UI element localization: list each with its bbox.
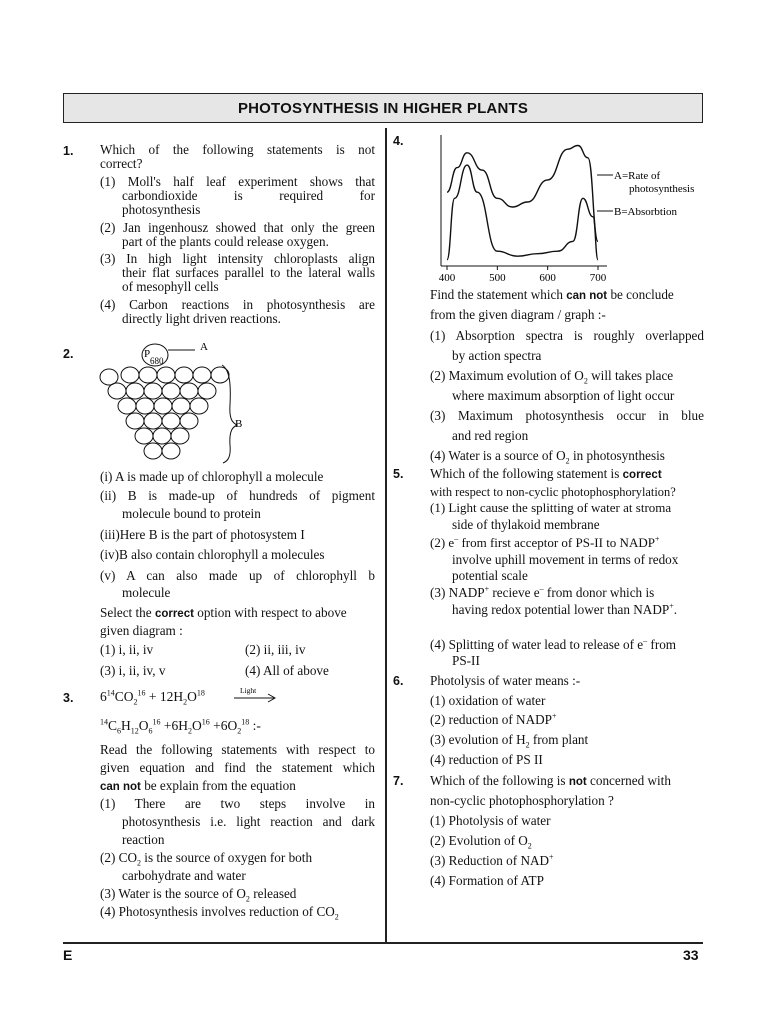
x-tick-label: 500 (489, 272, 506, 284)
q7-option-4: (4) Formation of ATP (430, 873, 544, 888)
q4-option-4: (4) Water is a source of $O_2$ in photosynthesis (430, 448, 665, 466)
footer-edition: E (63, 947, 73, 963)
x-tick-label: 400 (438, 272, 456, 284)
q2-statement-5-cont: molecule (122, 585, 171, 600)
page-title: PHOTOSYNTHESIS IN HIGHER PLANTS (237, 99, 529, 117)
q6-option-1: (1) oxidation of water (430, 693, 546, 708)
q4-option-2-cont: where maximum absorption of light occur (452, 388, 675, 403)
q5-option-1-cont: side of thylakoid membrane (452, 517, 600, 532)
q7-stem: Which of the following is not concerned with (430, 773, 671, 788)
q5-stem-cont: with respect to non-cyclic photophosphorylation? (430, 485, 676, 499)
q6-number: 6. (393, 674, 404, 688)
q7-stem-cont: non-cyclic photophosphorylation ? (430, 793, 614, 808)
q1-option-1-cont: carbondioxide is required for (122, 188, 375, 203)
q2-option-4: (4) All of above (245, 663, 329, 678)
footer-rule (63, 942, 703, 944)
q3-option-2-cont: carbohydrate and water (122, 868, 246, 883)
q2-option-1: (1) i, ii, iv (100, 642, 154, 657)
q2-select-instruction: Select the correct option with respect to above (100, 605, 347, 620)
spectra-chart (425, 135, 710, 285)
q5-option-2-cont: involve uphill movement in terms of redox (452, 552, 679, 567)
q1-number: 1. (63, 144, 74, 158)
q2-option-3: (3) i, ii, iv, v (100, 663, 166, 678)
q1-option-3-cont2: of mesophyll cells (122, 279, 219, 294)
q5-option-3: (3) NADP+ recieve e– from donor which is (430, 584, 655, 600)
legend-a-line1: A=Rate of (614, 170, 661, 182)
q3-read: Read the following statements with respect to (100, 742, 375, 757)
q6-stem: Photolysis of water means :- (430, 673, 581, 688)
q1-option-3-cont: their flat surfaces parallel to the lateral walls (122, 265, 375, 280)
q2-statement-5: (v) A can also made up of chlorophyll b (100, 568, 375, 583)
q4-option-3-cont: and red region (452, 428, 529, 443)
q7-number: 7. (393, 774, 404, 788)
q4-option-1: (1) Absorption spectra is roughly overlapped (430, 328, 704, 343)
q1-option-1-cont2: photosynthesis (122, 202, 201, 217)
q1-option-3: (3) In high light intensity chloroplasts align (100, 251, 375, 266)
q3-number: 3. (63, 691, 74, 705)
q7-option-1: (1) Photolysis of water (430, 813, 551, 828)
q5-option-4: (4) Splitting of water lead to release of e– from (430, 636, 677, 652)
q1-option-1: (1) Moll's half leaf experiment shows that (100, 174, 375, 189)
q3-read-cont: given equation and find the statement which (100, 760, 375, 775)
q2-statement-2: (ii) B is made-up of hundreds of pigment (100, 488, 375, 503)
q3-option-3: (3) Water is the source of $O_2$ released (100, 886, 297, 904)
p680-subscript: 680 (150, 356, 164, 366)
q2-statement-2-cont: molecule bound to protein (122, 506, 261, 521)
q2-number: 2. (63, 347, 74, 361)
q2-statement-3: (iii)Here B is the part of photosystem I (100, 527, 305, 542)
q2-statement-1: (i) A is made up of chlorophyll a molecule (100, 469, 324, 484)
q1-option-4-cont: directly light driven reactions. (122, 311, 281, 326)
q3-option-1: (1) There are two steps involve in (100, 796, 375, 811)
q4-option-3: (3) Maximum photosynthesis occur in blue (430, 408, 704, 423)
q4-find: Find the statement which can not be conclude (430, 287, 674, 302)
legend-a-line2: photosynthesis (629, 183, 695, 195)
q4-option-1-cont: by action spectra (452, 348, 542, 363)
legend-b: B=Absorbtion (614, 206, 678, 218)
q1-stem-cont: correct? (100, 156, 143, 171)
q6-option-2: (2) reduction of NADP+ (430, 711, 557, 727)
q5-option-4-cont: PS-II (452, 653, 480, 668)
light-label: Light (240, 686, 257, 695)
q3-equation-reactants: $6^{14}CO_2^{16} + 12H_2O^{18}$ (100, 688, 205, 707)
label-a: A (200, 341, 208, 353)
q2-statement-4: (iv)B also contain chlorophyll a molecules (100, 547, 325, 562)
p-label: P (144, 348, 151, 360)
q2-option-2: (2) ii, iii, iv (245, 642, 306, 657)
q3-equation-products: $^{14}C_6H_{12}O_6^{16} +6H_2O^{16} +6O_2^{18}$ :- (100, 717, 261, 736)
q4-option-2: (2) Maximum evolution of $O_2$ will takes place (430, 368, 674, 386)
q3-option-1-cont: photosynthesis i.e. light reaction and dark (122, 814, 375, 829)
q3-option-2: (2) $CO_2$ is the source of oxygen for both (100, 850, 313, 868)
q1-option-4: (4) Carbon reactions in photosynthesis are (100, 297, 375, 312)
q4-number: 4. (393, 134, 404, 148)
q5-option-2-cont2: potential scale (452, 568, 528, 583)
x-tick-label: 600 (539, 272, 556, 284)
q7-option-2: (2) Evolution of $O_2$ (430, 833, 532, 851)
page-number: 33 (683, 947, 699, 963)
q6-option-3: (3) evolution of $H_2$ from plant (430, 732, 589, 750)
q4-find-cont: from the given diagram / graph :- (430, 307, 606, 322)
q5-number: 5. (393, 467, 404, 481)
q1-option-2-cont: part of the plants could release oxygen. (122, 234, 329, 249)
q5-stem: Which of the following statement is correct (430, 466, 662, 481)
q5-option-2: (2) e– from first acceptor of PS-II to NADP+ (430, 534, 660, 550)
q3-option-4: (4) Photosynthesis involves reduction of $CO_2$ (100, 904, 339, 922)
series-absorption-line (447, 165, 598, 260)
q7-option-3: (3) Reduction of NAD+ (430, 852, 554, 868)
label-b: B (235, 418, 243, 430)
q2-select-cont: given diagram : (100, 623, 183, 638)
q5-option-1: (1) Light cause the splitting of water at stroma (430, 500, 672, 515)
q5-option-3-cont: having redox potential lower than NADP+. (452, 601, 677, 617)
q1-option-2: (2) Jan ingenhousz showed that only the green (100, 220, 375, 235)
q3-read-cont2: can not be explain from the equation (100, 778, 296, 793)
q6-option-4: (4) reduction of PS II (430, 752, 543, 767)
q3-option-1-cont2: reaction (122, 832, 165, 847)
series-photosynthesis-rate-line (447, 146, 598, 242)
q1-stem: Which of the following statements is not (100, 142, 375, 157)
x-tick-label: 700 (589, 272, 607, 284)
